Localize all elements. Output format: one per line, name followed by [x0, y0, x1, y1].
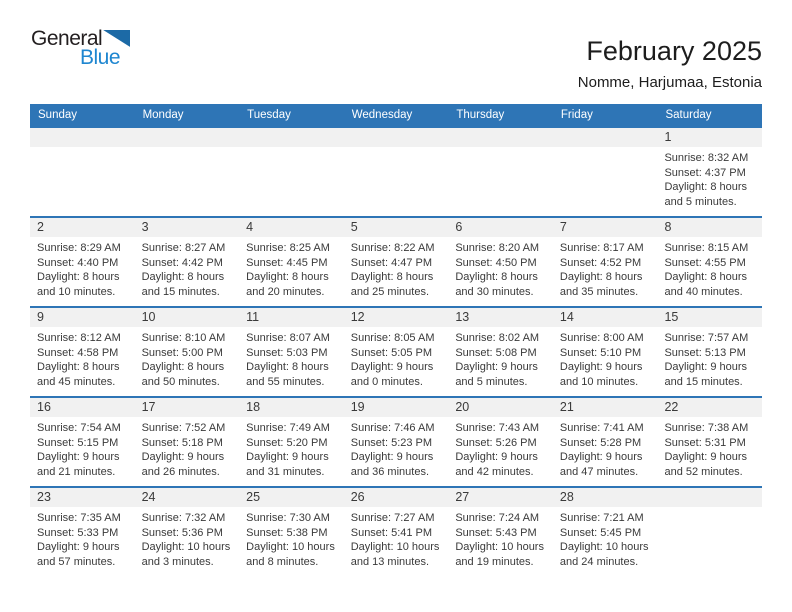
logo-text-general: General [31, 27, 103, 50]
sunrise-text: Sunrise: 8:17 AM [559, 242, 644, 254]
day-cell-12 [344, 308, 449, 396]
logo-triangle-icon [103, 30, 130, 47]
sunset-text: Sunset: 5:26 PM [455, 436, 537, 449]
daylight-text: Daylight: 8 hours [246, 271, 329, 284]
daylight-text: Daylight: 9 hours [350, 361, 434, 374]
sunrise-text: Sunrise: 8:15 AM [664, 242, 749, 254]
daylight-text-2: and 45 minutes. [37, 375, 116, 388]
daylight-text: Daylight: 8 hours [559, 271, 643, 284]
daylight-text-2: and 26 minutes. [141, 465, 220, 478]
daylight-text-2: and 55 minutes. [246, 375, 325, 388]
day-number: 21 [553, 398, 658, 417]
daylight-text: Daylight: 9 hours [664, 451, 748, 464]
day-cell-11 [239, 308, 344, 396]
day-cell-7 [553, 218, 658, 306]
day-number: 9 [30, 308, 135, 327]
day-cell-22 [657, 398, 762, 486]
daylight-text-2: and 24 minutes. [559, 555, 639, 568]
daylight-text: Daylight: 9 hours [246, 451, 329, 464]
sunrise-text: Sunrise: 8:05 AM [350, 332, 435, 344]
day-number: 25 [239, 488, 344, 507]
daylight-text-2: and 52 minutes. [664, 465, 743, 478]
daylight-text-2: and 10 minutes. [559, 375, 639, 388]
daylight-text: Daylight: 8 hours [37, 361, 120, 374]
sunset-text: Sunset: 5:15 PM [37, 436, 119, 449]
day-cell-8 [657, 218, 762, 306]
day-number: 7 [553, 218, 658, 237]
empty-day-cell [30, 128, 135, 216]
day-number: 27 [448, 488, 553, 507]
day-number: 13 [448, 308, 553, 327]
day-cell-27 [448, 488, 553, 576]
sunset-text: Sunset: 4:40 PM [37, 256, 119, 269]
logo-text-blue: Blue [80, 46, 121, 69]
day-cell-13 [448, 308, 553, 396]
day-number: 5 [344, 218, 449, 237]
daylight-text: Daylight: 9 hours [350, 451, 434, 464]
day-number: 12 [344, 308, 449, 327]
sunrise-text: Sunrise: 8:27 AM [141, 242, 226, 254]
day-cell-2 [30, 218, 135, 306]
sunset-text: Sunset: 5:10 PM [559, 346, 642, 359]
daylight-text: Daylight: 9 hours [455, 451, 538, 464]
sunset-text: Sunset: 5:28 PM [559, 436, 642, 449]
weekday-header-saturday: Saturday [665, 109, 712, 121]
sunrise-text: Sunrise: 7:32 AM [141, 512, 226, 524]
day-cell-23 [30, 488, 135, 576]
sunrise-text: Sunrise: 7:41 AM [559, 422, 644, 434]
daylight-text: Daylight: 8 hours [455, 271, 538, 284]
general-blue-logo [31, 28, 151, 68]
daylight-text-2: and 35 minutes. [559, 285, 639, 298]
day-cell-17 [135, 398, 240, 486]
daylight-text-2: and 10 minutes. [37, 285, 116, 298]
page-subtitle: Nomme, Harjumaa, Estonia [577, 74, 762, 91]
day-cell-24 [135, 488, 240, 576]
daylight-text: Daylight: 8 hours [37, 271, 120, 284]
daylight-text-2: and 21 minutes. [37, 465, 116, 478]
daylight-text-2: and 20 minutes. [246, 285, 325, 298]
calendar-week-row-2 [30, 216, 762, 306]
sunrise-text: Sunrise: 7:43 AM [455, 422, 540, 434]
sunrise-text: Sunrise: 7:21 AM [559, 512, 644, 524]
calendar-week-row-4 [30, 396, 762, 486]
day-number: 16 [30, 398, 135, 417]
daylight-text-2: and 3 minutes. [141, 555, 214, 568]
day-number: 4 [239, 218, 344, 237]
sunrise-text: Sunrise: 7:38 AM [664, 422, 749, 434]
daylight-text-2: and 15 minutes. [141, 285, 220, 298]
sunset-text: Sunset: 5:43 PM [455, 526, 537, 539]
sunrise-text: Sunrise: 8:22 AM [350, 242, 435, 254]
sunrise-text: Sunrise: 8:00 AM [559, 332, 644, 344]
sunset-text: Sunset: 4:37 PM [664, 166, 746, 179]
day-cell-6 [448, 218, 553, 306]
day-cell-26 [344, 488, 449, 576]
calendar-grid [30, 104, 762, 576]
sunrise-text: Sunrise: 8:02 AM [455, 332, 540, 344]
daylight-text: Daylight: 8 hours [141, 361, 225, 374]
day-number: 26 [344, 488, 449, 507]
sunset-text: Sunset: 5:45 PM [559, 526, 642, 539]
daylight-text: Daylight: 8 hours [350, 271, 434, 284]
sunset-text: Sunset: 5:13 PM [664, 346, 746, 359]
sunset-text: Sunset: 5:23 PM [350, 436, 433, 449]
daylight-text-2: and 47 minutes. [559, 465, 639, 478]
daylight-text: Daylight: 8 hours [141, 271, 225, 284]
sunset-text: Sunset: 5:31 PM [664, 436, 746, 449]
day-number: 19 [344, 398, 449, 417]
daylight-text: Daylight: 8 hours [246, 361, 329, 374]
daylight-text-2: and 13 minutes. [350, 555, 430, 568]
sunrise-text: Sunrise: 8:25 AM [246, 242, 330, 254]
day-cell-21 [553, 398, 658, 486]
weekday-header-row [30, 104, 762, 126]
sunset-text: Sunset: 5:20 PM [246, 436, 328, 449]
page-title: February 2025 [586, 36, 762, 66]
empty-day-cell [657, 488, 762, 576]
daylight-text: Daylight: 10 hours [246, 541, 335, 554]
sunrise-text: Sunrise: 8:32 AM [664, 152, 749, 164]
day-number: 15 [657, 308, 762, 327]
day-number: 22 [657, 398, 762, 417]
daylight-text: Daylight: 9 hours [559, 451, 643, 464]
daylight-text: Daylight: 10 hours [559, 541, 649, 554]
day-cell-15 [657, 308, 762, 396]
title-block [578, 36, 762, 92]
day-cell-25 [239, 488, 344, 576]
sunset-text: Sunset: 5:00 PM [141, 346, 223, 359]
sunset-text: Sunset: 5:33 PM [37, 526, 119, 539]
day-number: 10 [135, 308, 240, 327]
day-number: 20 [448, 398, 553, 417]
daylight-text-2: and 19 minutes. [455, 555, 534, 568]
daylight-text-2: and 57 minutes. [37, 555, 116, 568]
empty-day-cell [553, 128, 658, 216]
sunrise-text: Sunrise: 7:54 AM [37, 422, 121, 434]
daylight-text: Daylight: 9 hours [37, 451, 120, 464]
daylight-text-2: and 0 minutes. [350, 375, 423, 388]
empty-day-cell [239, 128, 344, 216]
sunset-text: Sunset: 4:42 PM [141, 256, 223, 269]
day-number: 3 [135, 218, 240, 237]
day-cell-16 [30, 398, 135, 486]
day-cell-3 [135, 218, 240, 306]
day-cell-14 [553, 308, 658, 396]
day-cell-19 [344, 398, 449, 486]
day-number: 6 [448, 218, 553, 237]
daylight-text-2: and 31 minutes. [246, 465, 325, 478]
weekday-header-monday: Monday [142, 109, 184, 121]
sunset-text: Sunset: 4:47 PM [350, 256, 433, 269]
daylight-text-2: and 36 minutes. [350, 465, 430, 478]
sunrise-text: Sunrise: 7:49 AM [246, 422, 330, 434]
empty-day-cell [344, 128, 449, 216]
sunrise-text: Sunrise: 8:20 AM [455, 242, 540, 254]
sunset-text: Sunset: 4:45 PM [246, 256, 328, 269]
sunrise-text: Sunrise: 8:07 AM [246, 332, 330, 344]
sunrise-text: Sunrise: 7:24 AM [455, 512, 540, 524]
weekday-header-friday: Friday [560, 109, 593, 121]
daylight-text-2: and 5 minutes. [455, 375, 528, 388]
daylight-text: Daylight: 9 hours [37, 541, 120, 554]
day-number: 11 [239, 308, 344, 327]
sunset-text: Sunset: 5:03 PM [246, 346, 328, 359]
sunset-text: Sunset: 4:55 PM [664, 256, 746, 269]
sunrise-text: Sunrise: 7:27 AM [350, 512, 435, 524]
day-cell-4 [239, 218, 344, 306]
sunset-text: Sunset: 5:08 PM [455, 346, 537, 359]
sunset-text: Sunset: 5:41 PM [350, 526, 433, 539]
day-cell-10 [135, 308, 240, 396]
day-number: 18 [239, 398, 344, 417]
daylight-text-2: and 40 minutes. [664, 285, 743, 298]
weekday-header-sunday: Sunday [38, 109, 78, 121]
daylight-text-2: and 30 minutes. [455, 285, 534, 298]
sunrise-text: Sunrise: 7:57 AM [664, 332, 749, 344]
daylight-text: Daylight: 8 hours [664, 181, 748, 194]
sunset-text: Sunset: 4:52 PM [559, 256, 642, 269]
daylight-text-2: and 25 minutes. [350, 285, 430, 298]
daylight-text: Daylight: 10 hours [141, 541, 231, 554]
daylight-text: Daylight: 9 hours [559, 361, 643, 374]
day-cell-1 [657, 128, 762, 216]
weekday-header-thursday: Thursday [456, 109, 505, 121]
sunset-text: Sunset: 4:50 PM [455, 256, 537, 269]
sunrise-text: Sunrise: 7:35 AM [37, 512, 121, 524]
day-number: 24 [135, 488, 240, 507]
sunrise-text: Sunrise: 7:46 AM [350, 422, 435, 434]
day-cell-5 [344, 218, 449, 306]
empty-day-cell [448, 128, 553, 216]
daylight-text: Daylight: 9 hours [664, 361, 748, 374]
day-number: 1 [657, 128, 762, 147]
daylight-text-2: and 5 minutes. [664, 195, 737, 208]
empty-day-cell [135, 128, 240, 216]
daylight-text: Daylight: 9 hours [455, 361, 538, 374]
calendar-week-row-5 [30, 486, 762, 576]
day-number: 28 [553, 488, 658, 507]
daylight-text-2: and 50 minutes. [141, 375, 220, 388]
daylight-text: Daylight: 8 hours [664, 271, 748, 284]
day-cell-20 [448, 398, 553, 486]
daylight-text-2: and 42 minutes. [455, 465, 534, 478]
calendar-week-row-1 [30, 126, 762, 216]
day-number: 8 [657, 218, 762, 237]
sunset-text: Sunset: 5:38 PM [246, 526, 328, 539]
daylight-text: Daylight: 9 hours [141, 451, 225, 464]
calendar-week-row-3 [30, 306, 762, 396]
sunset-text: Sunset: 5:36 PM [141, 526, 223, 539]
sunrise-text: Sunrise: 7:52 AM [141, 422, 226, 434]
day-cell-28 [553, 488, 658, 576]
weekday-header-wednesday: Wednesday [351, 109, 413, 121]
daylight-text-2: and 8 minutes. [246, 555, 319, 568]
sunset-text: Sunset: 4:58 PM [37, 346, 119, 359]
sunrise-text: Sunrise: 8:29 AM [37, 242, 121, 254]
daylight-text-2: and 15 minutes. [664, 375, 743, 388]
sunrise-text: Sunrise: 8:10 AM [141, 332, 226, 344]
sunrise-text: Sunrise: 7:30 AM [246, 512, 330, 524]
daylight-text: Daylight: 10 hours [455, 541, 544, 554]
day-number: 17 [135, 398, 240, 417]
day-cell-18 [239, 398, 344, 486]
day-number: 23 [30, 488, 135, 507]
sunset-text: Sunset: 5:05 PM [350, 346, 433, 359]
day-cell-9 [30, 308, 135, 396]
day-number: 2 [30, 218, 135, 237]
sunset-text: Sunset: 5:18 PM [141, 436, 223, 449]
sunrise-text: Sunrise: 8:12 AM [37, 332, 121, 344]
daylight-text: Daylight: 10 hours [350, 541, 440, 554]
day-number: 14 [553, 308, 658, 327]
weekday-header-tuesday: Tuesday [247, 109, 291, 121]
